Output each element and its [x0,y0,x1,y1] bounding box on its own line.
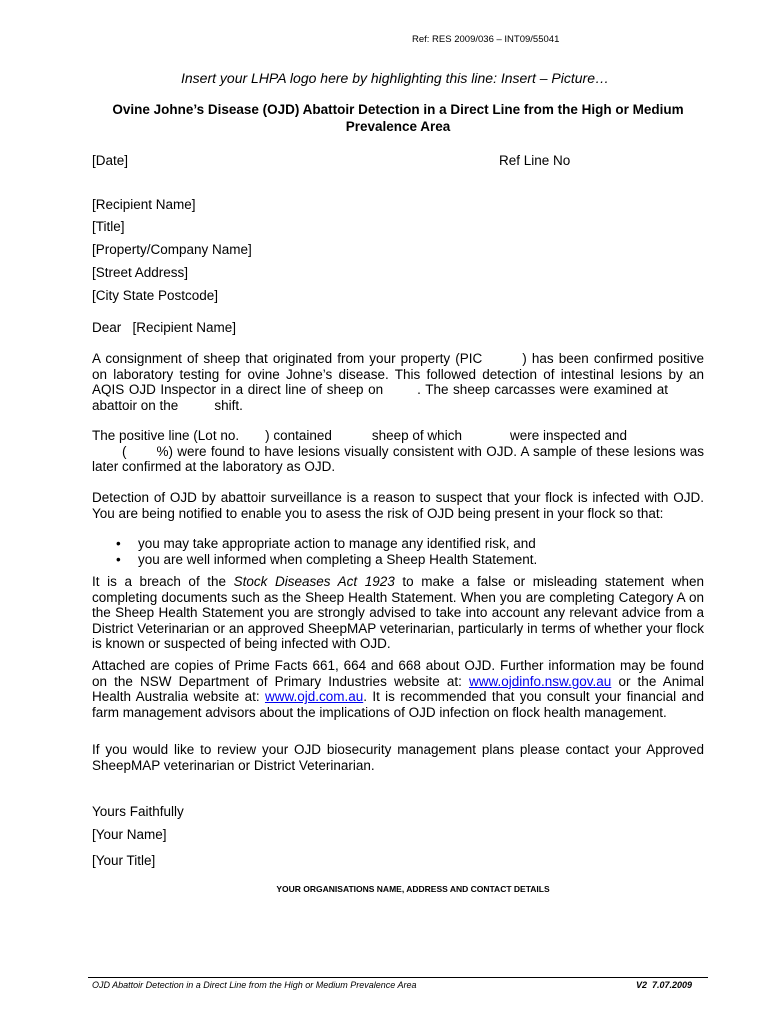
para2-text-d: were inspected and [509,428,628,443]
your-title-placeholder: [Your Title] [92,853,156,868]
para2-text-b: ) contained [265,428,332,443]
salutation: Dear [Recipient Name] [92,320,237,335]
list-item: • you are well informed when completing a Sheep Health Statement. [116,551,538,567]
para1-text-d: abattoir on the [92,397,179,413]
para1-text-a: A consignment of sheep that originated from your property (PIC [92,351,483,366]
recipient-street: [Street Address] [92,265,189,280]
logo-placeholder-instruction: Insert your LHPA logo here by highlighting this line: Insert – Picture… [181,70,609,86]
paragraph-further-info: Attached are copies of Prime Facts 661, 664 and 668 about OJD. Further information may be found on the NSW Department of Primary Industries website at: www.ojdinfo.nsw.gov.au or the Animal Health Australia website at: www.ojd.com.au. It is recommended that you consult your financial and farm management advisors about the implications of OJD infection on flock health management. [92,658,704,720]
para1-text-e: shift. [214,397,243,413]
paragraph-detection: Detection of OJD by abattoir surveillance is a reason to suspect that your flock is infected with OJD. You are being notified to enable you to asess the risk of OJD being present in your flock so that: [92,490,704,521]
para2-text-c: sheep of which [371,428,462,443]
ojd-com-au-link[interactable]: www.ojd.com.au [264,689,364,704]
document-title: Ovine Johne’s Disease (OJD) Abattoir Detection in a Direct Line from the High or Medium Prevalence Area [112,102,684,134]
risk-bullet-list [92,536,537,567]
paragraph-consignment [92,351,704,413]
footer-divider [88,977,708,978]
organisation-details-placeholder: YOUR ORGANISATIONS NAME, ADDRESS AND CONTACT DETAILS [276,884,550,894]
paragraph-positive-line [92,428,704,475]
para2-text-e: ( [122,443,127,459]
recipient-city: [City State Postcode] [92,288,219,303]
recipient-company: [Property/Company Name] [92,242,252,257]
date-placeholder: [Date] [92,153,129,168]
para2-text-f: %) were found to have lesions visually consistent with OJD. A sample of these lesions was later confirmed at the laboratory as OJD. [92,443,704,474]
footer-version: V2 7.07.2009 [636,980,693,990]
bullet-icon: • [116,536,121,551]
recipient-title: [Title] [92,219,125,234]
ref-line-label: Ref Line No [499,153,571,168]
footer-document-name: OJD Abattoir Detection in a Direct Line from the High or Medium Prevalence Area [92,980,417,990]
para1-text-c: . The sheep carcasses were examined at [417,382,668,397]
recipient-name: [Recipient Name] [92,197,196,212]
paragraph-contact-vet: If you would like to review your OJD biosecurity management plans please contact your Approved SheepMAP veterinarian or District Veterinarian. [92,742,704,773]
reference-number: Ref: RES 2009/036 – INT09/55041 [412,34,560,45]
bullet-icon: • [116,551,121,567]
para2-text-a: The positive line (Lot no. [92,428,240,443]
para1-text-b: ) has been confirmed positive on laboratory testing for ovine Johne’s disease. This followed detection of intestinal lesions by an AQIS OJD Inspector in a direct line of sheep on [92,351,704,397]
paragraph-stock-diseases-act: It is a breach of the Stock Diseases Act 1923 to make a false or misleading statement when completing documents such as the Sheep Health Statement. When you are completing Category A on the Sheep Health Statement you are strongly advised to take into account any relevant advice from a District Veterinarian or an approved SheepMAP veterinarian, particularly in terms of whether your flock is known or suspected of being infected with OJD. [92,574,704,651]
sign-off: Yours Faithfully [92,804,184,819]
list-item: • you may take appropriate action to manage any identified risk, and [116,536,536,551]
your-name-placeholder: [Your Name] [92,827,167,842]
ojdinfo-link[interactable]: www.ojdinfo.nsw.gov.au [468,673,612,689]
act-name: Stock Diseases Act 1923 [233,574,395,589]
